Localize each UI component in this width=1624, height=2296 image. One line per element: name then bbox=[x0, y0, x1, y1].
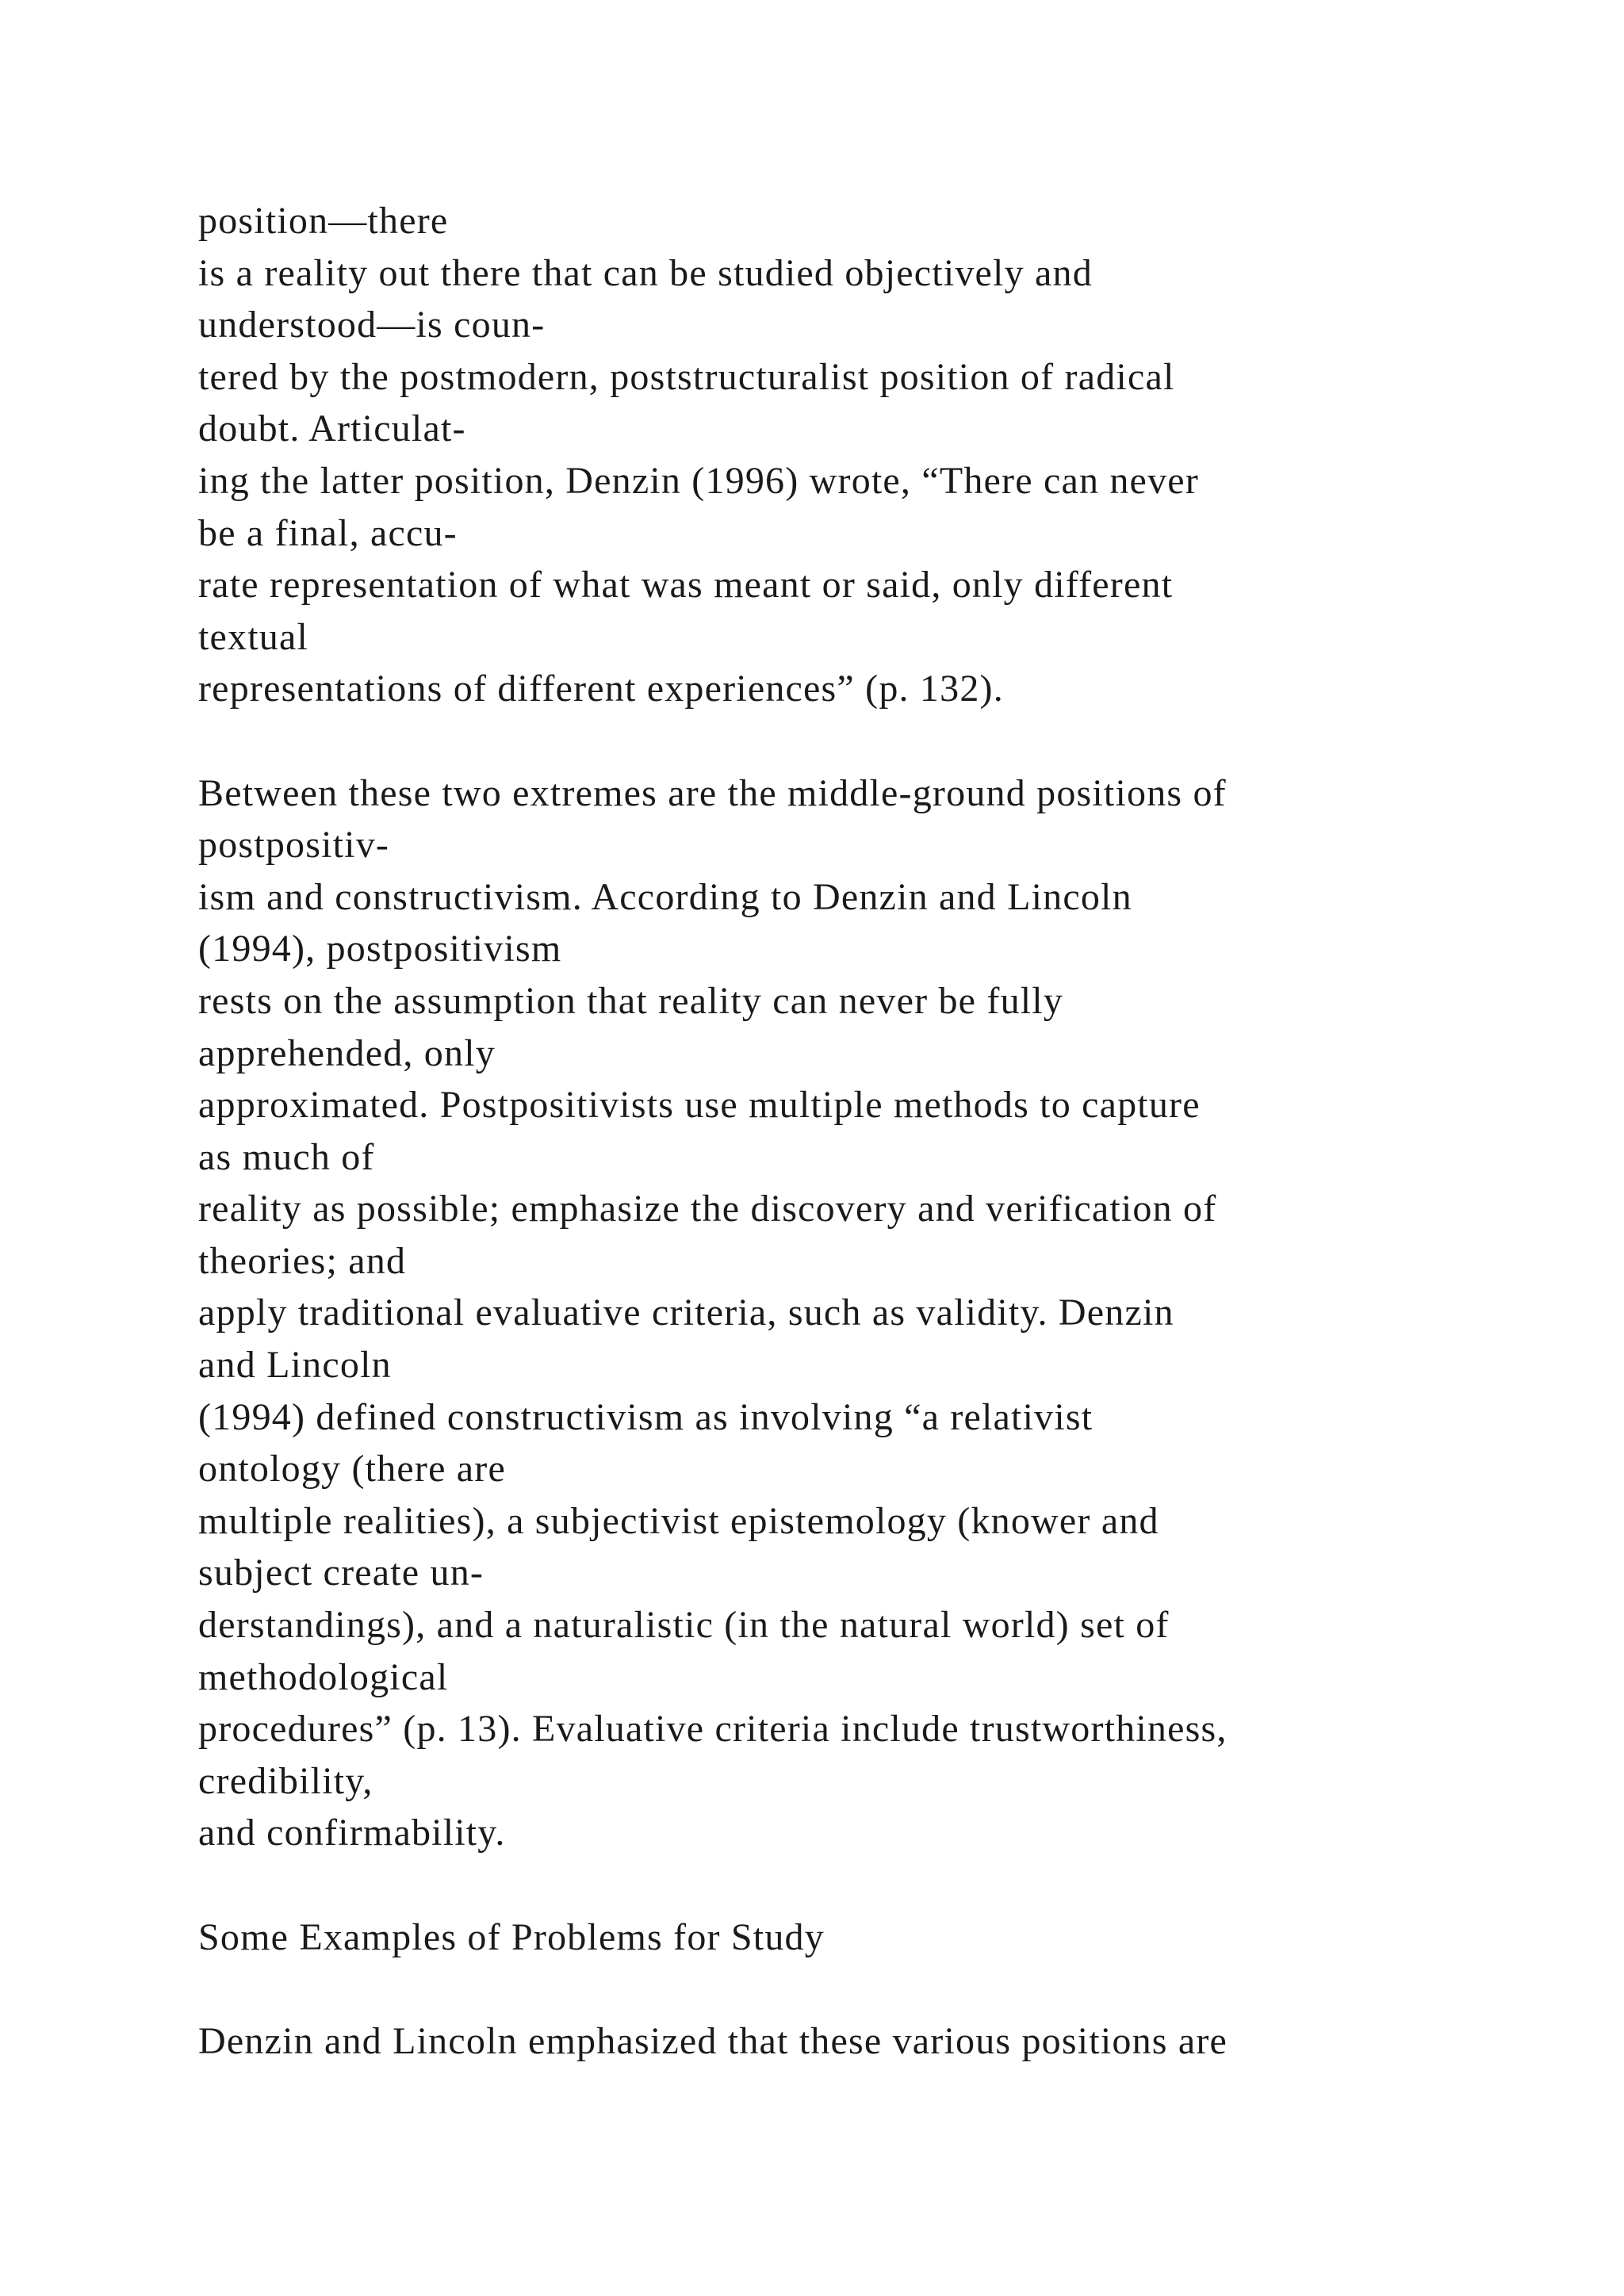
text-line: and Lincoln bbox=[198, 1344, 392, 1387]
text-line: theories; and bbox=[198, 1239, 407, 1282]
text-line: apply traditional evaluative criteria, such as validity. Denzin bbox=[198, 1292, 1174, 1334]
text-line: and confirmability. bbox=[198, 1812, 506, 1854]
paragraph-break bbox=[198, 1963, 1515, 2015]
text-line: textual bbox=[198, 615, 309, 658]
text-line: ontology (there are bbox=[198, 1448, 506, 1490]
text-line: ism and constructivism. According to Denzin and Lincoln bbox=[198, 875, 1132, 918]
text-line: Between these two extremes are the middle-ground positions of bbox=[198, 771, 1227, 814]
text-line: procedures” (p. 13). Evaluative criteria include trustworthiness, bbox=[198, 1708, 1228, 1751]
text-line: multiple realities), a subjectivist epistemology (knower and bbox=[198, 1499, 1159, 1542]
text-line: reality as possible; emphasize the discovery and verification of bbox=[198, 1188, 1217, 1230]
paragraph-break bbox=[198, 715, 1515, 767]
text-line: subject create un- bbox=[198, 1552, 485, 1594]
text-line: approximated. Postpositivists use multiple methods to capture bbox=[198, 1084, 1201, 1127]
text-line: tered by the postmodern, poststructuralist position of radical bbox=[198, 355, 1175, 398]
text-line: representations of different experiences” (p. 132). bbox=[198, 668, 1004, 710]
paragraph-break bbox=[198, 1859, 1515, 1911]
text-line: as much of bbox=[198, 1135, 375, 1178]
text-line: methodological bbox=[198, 1655, 449, 1698]
text-line: credibility, bbox=[198, 1759, 373, 1802]
section-heading: Some Examples of Problems for Study bbox=[198, 1915, 825, 1958]
text-line: Denzin and Lincoln emphasized that these various positions are bbox=[198, 2019, 1228, 2062]
text-line: derstandings), and a naturalistic (in the natural world) set of bbox=[198, 1604, 1170, 1647]
text-line: position—there bbox=[198, 200, 449, 242]
text-line: (1994), postpositivism bbox=[198, 928, 562, 970]
text-line: is a reality out there that can be studied objectively and bbox=[198, 251, 1093, 294]
text-line: (1994) defined constructivism as involving “a relativist bbox=[198, 1395, 1094, 1438]
text-line: apprehended, only bbox=[198, 1031, 496, 1074]
text-line: understood—is coun- bbox=[198, 304, 546, 346]
text-line: doubt. Articulat- bbox=[198, 408, 466, 450]
text-line: rate representation of what was meant or said, only different bbox=[198, 564, 1174, 607]
text-line: postpositiv- bbox=[198, 824, 390, 867]
text-line: ing the latter position, Denzin (1996) wrote, “There can never bbox=[198, 459, 1199, 502]
text-line: rests on the assumption that reality can never be fully bbox=[198, 979, 1064, 1022]
text-line: be a final, accu- bbox=[198, 511, 458, 554]
body-text bbox=[198, 195, 1515, 2067]
